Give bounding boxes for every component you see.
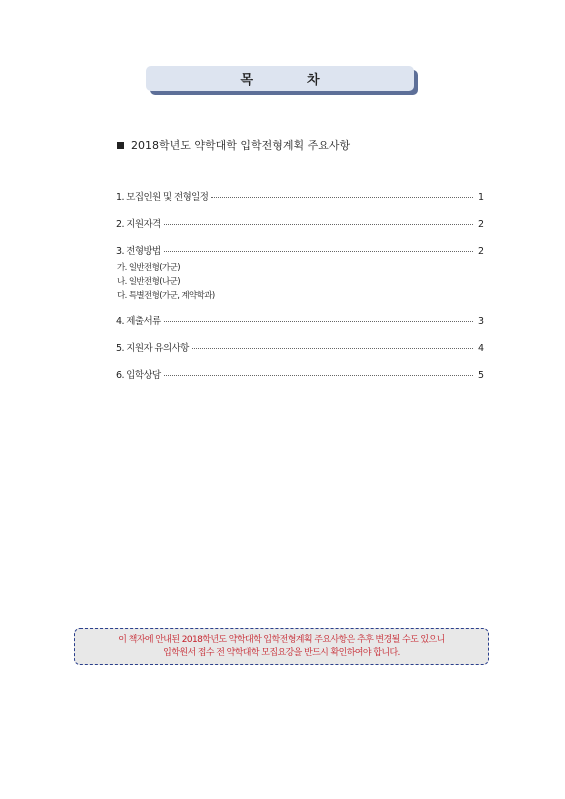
dot-leader — [164, 250, 473, 252]
toc-entry-page: 4 — [477, 343, 484, 354]
subtitle-text: 2018학년도 약학대학 입학전형계획 주요사항 — [131, 139, 351, 152]
toc-title-right: 차 — [307, 73, 320, 88]
notice-line-2: 입학원서 접수 전 약학대학 모집요강을 반드시 확인하여야 합니다. — [163, 647, 400, 658]
dot-leader — [192, 347, 473, 349]
dot-leader — [164, 320, 473, 322]
table-of-contents — [116, 192, 484, 382]
black-square-icon — [117, 142, 124, 149]
toc-subentry[interactable]: 나. 일반전형(나군) — [117, 277, 180, 287]
toc-subentry[interactable]: 가. 일반전형(가군) — [117, 263, 180, 273]
toc-entry-label: 3. 전형방법 — [116, 246, 161, 257]
toc-entry-label: 6. 입학상담 — [116, 370, 161, 381]
toc-title-banner — [146, 66, 414, 91]
toc-entry-page: 2 — [477, 219, 484, 230]
toc-entry-label: 4. 제출서류 — [116, 316, 161, 327]
toc-entry-label: 2. 지원자격 — [116, 219, 161, 230]
dot-leader — [211, 196, 473, 198]
toc-title-left: 목 — [240, 73, 253, 88]
toc-entry[interactable] — [116, 219, 484, 231]
toc-entry-label: 1. 모집인원 및 전형일정 — [116, 192, 209, 203]
toc-entry-page: 3 — [477, 316, 484, 327]
dot-leader — [164, 374, 473, 376]
notice-box — [74, 628, 489, 665]
dot-leader — [164, 223, 473, 225]
document-subtitle — [117, 137, 350, 153]
toc-entry[interactable] — [116, 192, 484, 204]
toc-entry[interactable] — [116, 246, 484, 258]
toc-entry-label: 5. 지원자 유의사항 — [116, 343, 189, 354]
toc-entry[interactable] — [116, 370, 484, 382]
toc-subentry[interactable]: 다. 특별전형(가군, 계약학과) — [117, 291, 215, 301]
toc-entry[interactable] — [116, 316, 484, 328]
notice-line-1: 이 책자에 안내된 2018학년도 약학대학 입학전형계획 주요사항은 추후 변경될 수도 있으니 — [118, 634, 445, 645]
toc-entry-page: 1 — [477, 192, 484, 203]
toc-entry-page: 5 — [477, 370, 484, 381]
toc-entry-page: 2 — [477, 246, 484, 257]
toc-entry[interactable] — [116, 343, 484, 355]
